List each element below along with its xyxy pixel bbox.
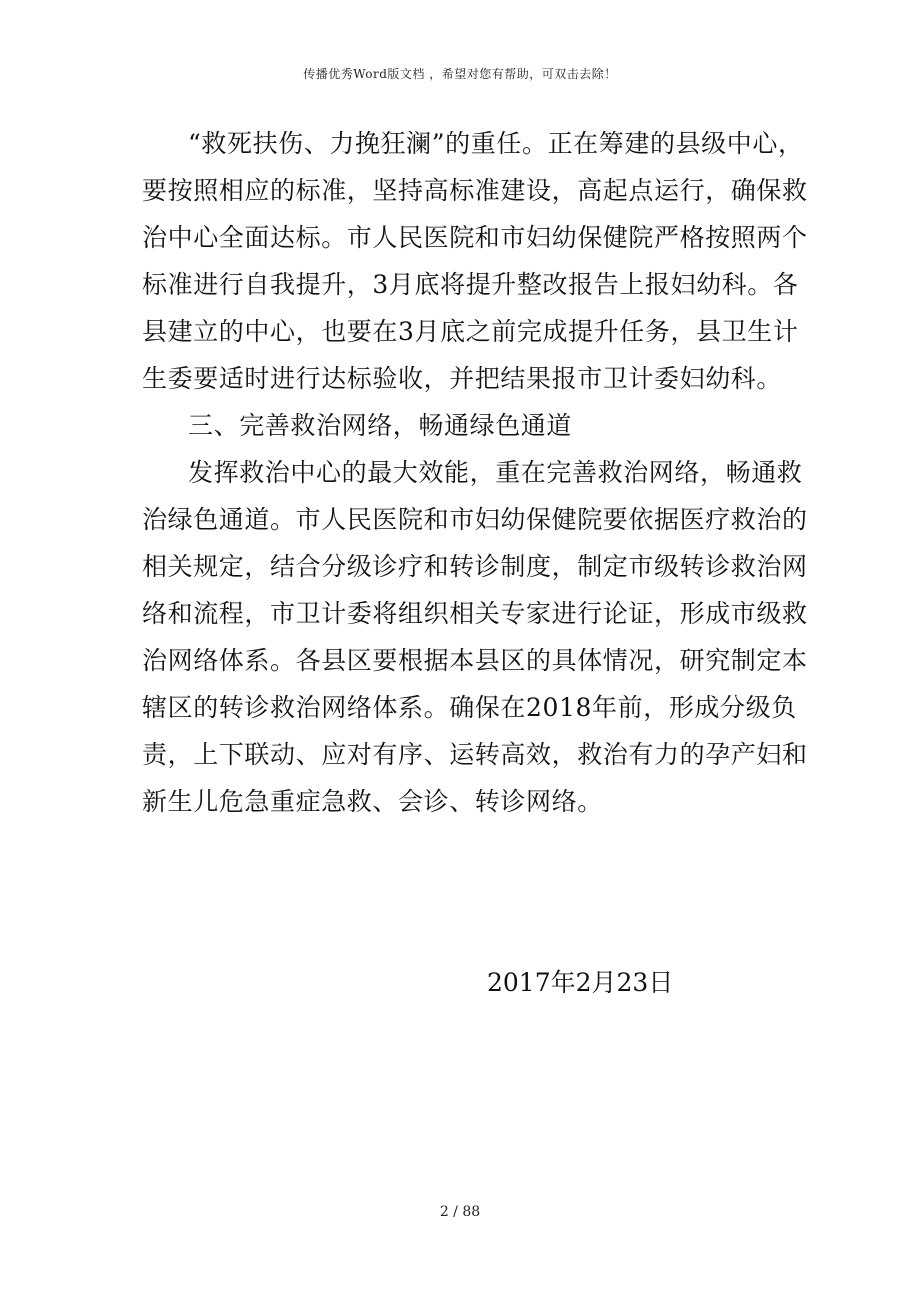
body-line: 责，上下联动、应对有序、运转高效，救治有力的孕产妇和 <box>142 740 808 769</box>
section-heading: 三、完善救治网络，畅通绿色通道 <box>188 411 573 440</box>
document-date: 2017年2月23日 <box>487 968 674 997</box>
page-number: 2 / 88 <box>439 1204 481 1220</box>
body-line: 要按照相应的标准，坚持高标准建设，高起点运行，确保救 <box>142 176 808 205</box>
body-line: “救死扶伤、力挽狂澜”的重任。正在筹建的县级中心， <box>188 129 804 158</box>
body-line: 治中心全面达标。市人民医院和市妇幼保健院严格按照两个 <box>142 223 808 252</box>
body-line: 标准进行自我提升，3月底将提升整改报告上报妇幼科。各 <box>142 270 799 299</box>
body-line: 生委要适时进行达标验收，并把结果报市卫计委妇幼科。 <box>142 364 783 393</box>
body-line: 发挥救治中心的最大效能，重在完善救治网络，畅通救 <box>188 458 803 487</box>
body-line: 县建立的中心，也要在3月底之前完成提升任务，县卫生计 <box>142 317 799 346</box>
body-line: 辖区的转诊救治网络体系。确保在2018年前，形成分级负 <box>142 693 797 722</box>
body-line: 相关规定，结合分级诊疗和转诊制度，制定市级转诊救治网 <box>142 552 808 581</box>
header-note: 传播优秀Word版文档 ，希望对您有帮助，可双击去除！ <box>303 67 617 81</box>
body-line: 治绿色通道。市人民医院和市妇幼保健院要依据医疗救治的 <box>142 505 808 534</box>
body-line: 络和流程，市卫计委将组织相关专家进行论证，形成市级救 <box>142 599 808 628</box>
body-line: 治网络体系。各县区要根据本县区的具体情况，研究制定本 <box>142 646 808 675</box>
body-line: 新生儿危急重症急救、会诊、转诊网络。 <box>142 787 603 816</box>
